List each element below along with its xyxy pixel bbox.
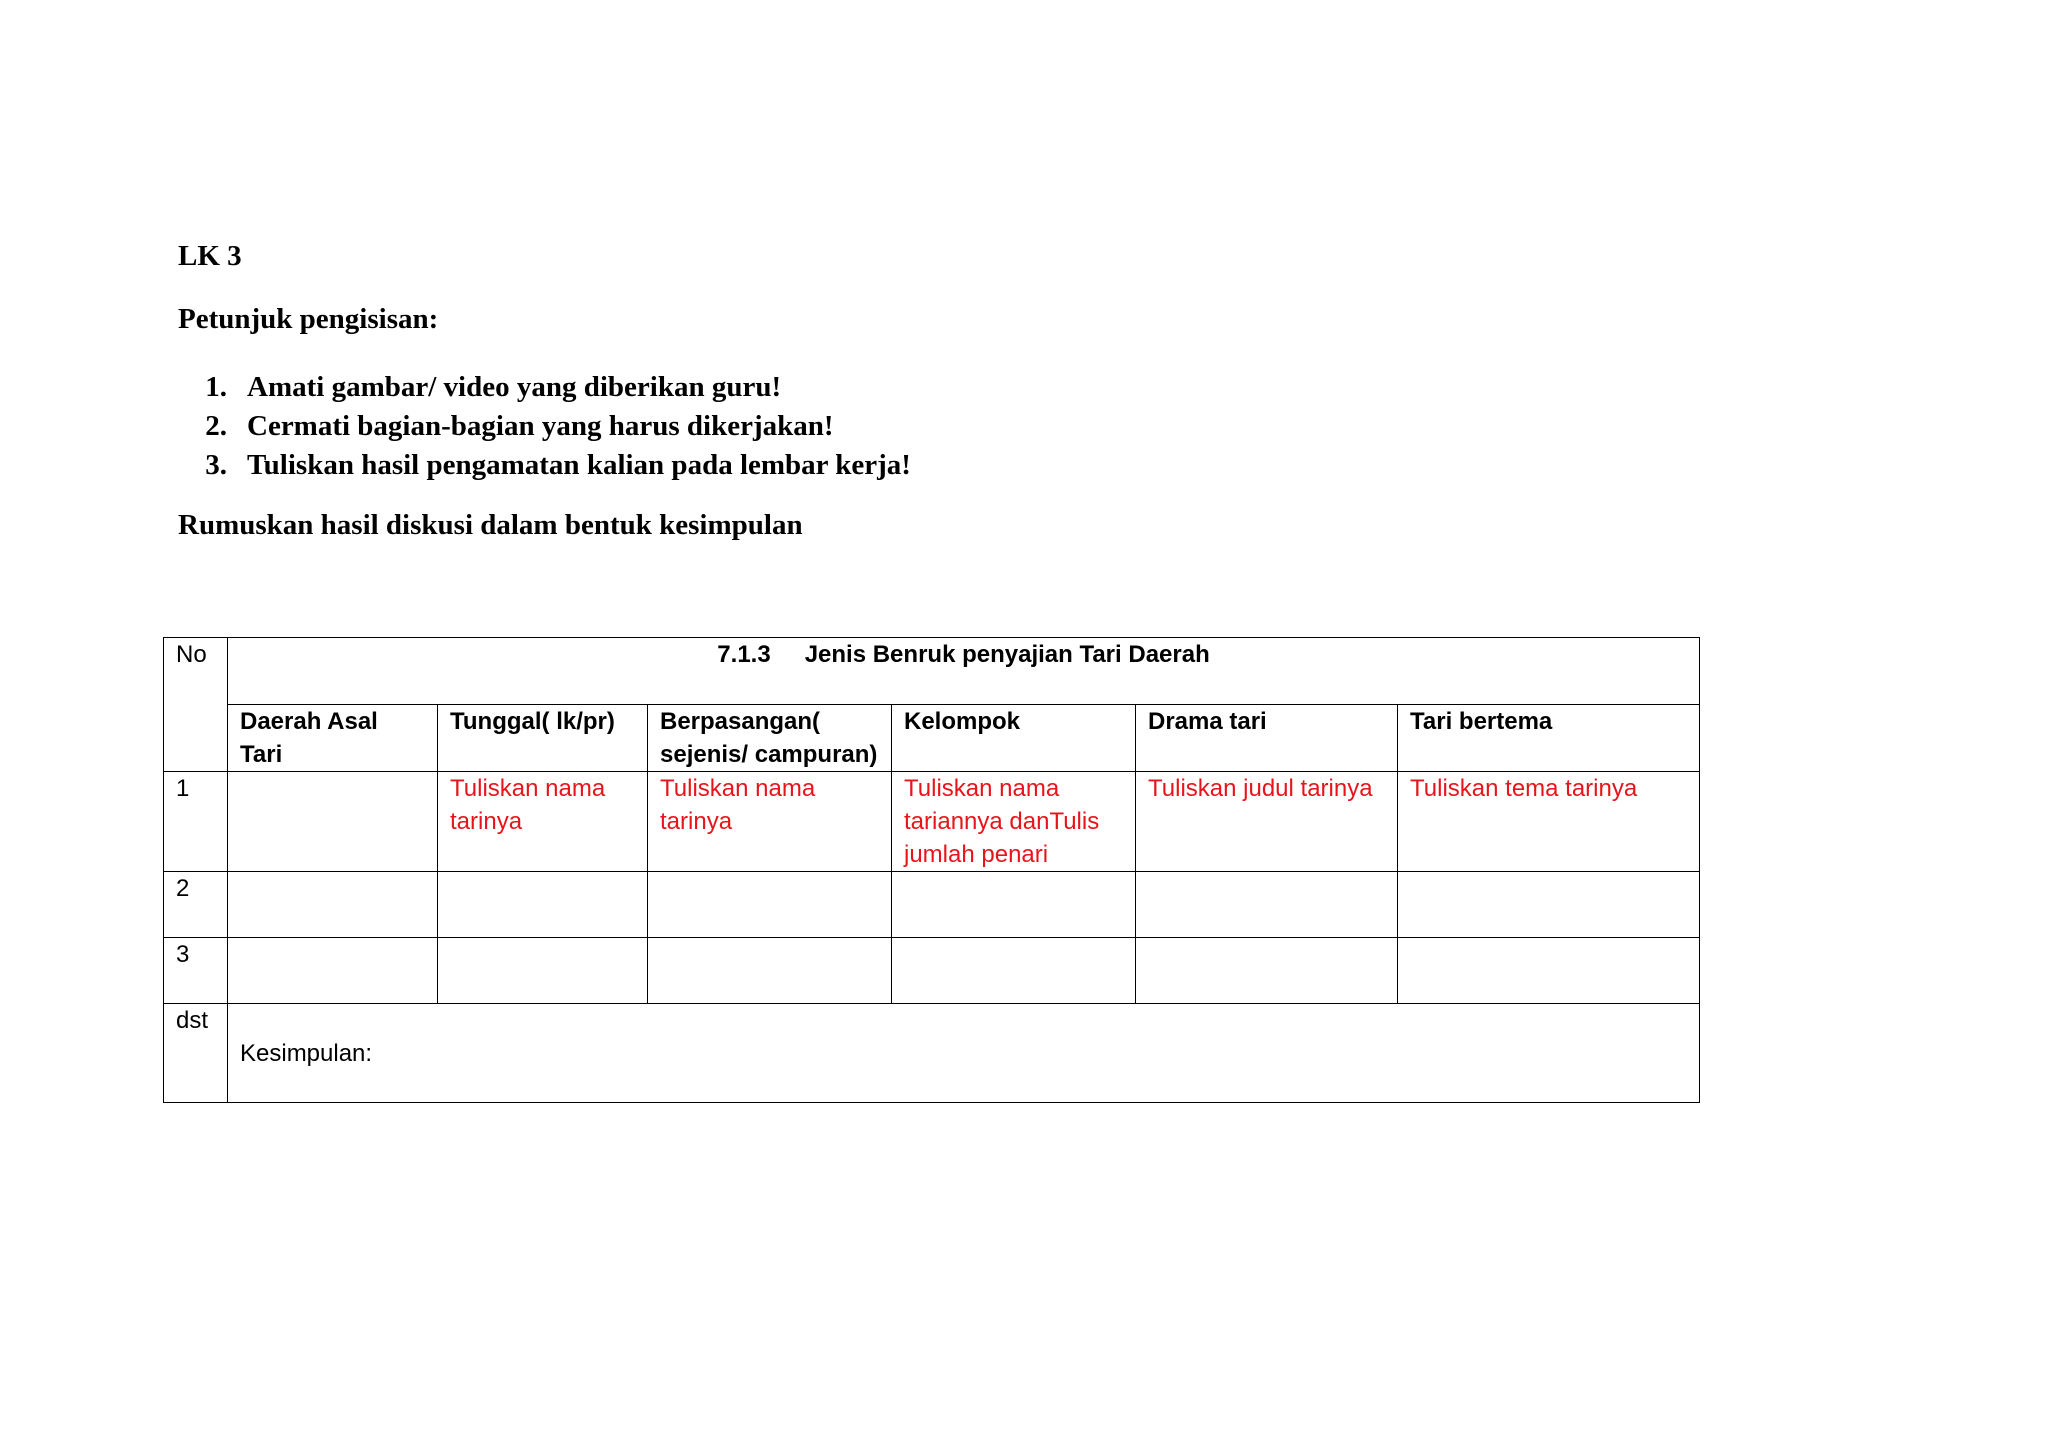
table-row	[164, 772, 1700, 872]
list-item-number: 1.	[205, 371, 227, 403]
table-cell[interactable]	[892, 872, 1136, 938]
table-cell[interactable]: Tuliskan nama tarinya	[438, 772, 648, 872]
table-cell[interactable]	[228, 872, 438, 938]
column-header: Daerah Asal Tari	[228, 705, 438, 772]
table-row	[164, 872, 1700, 938]
table-cell[interactable]	[648, 872, 892, 938]
row-number: dst	[164, 1004, 228, 1103]
worksheet-table	[163, 637, 1700, 1103]
row-number: 2	[164, 872, 228, 938]
section-number: 7.1.3	[717, 641, 771, 668]
list-item	[178, 446, 911, 485]
row-number: 1	[164, 772, 228, 872]
row-number: 3	[164, 938, 228, 1004]
column-header: Tunggal( lk/pr)	[438, 705, 648, 772]
conclusion-label: Kesimpulan:	[240, 1040, 373, 1067]
column-header: Drama tari	[1136, 705, 1398, 772]
table-cell[interactable]	[648, 938, 892, 1004]
conclusion-row	[164, 1004, 1700, 1103]
column-header: Kelompok	[892, 705, 1136, 772]
table-cell[interactable]: Tuliskan nama tarinya	[648, 772, 892, 872]
list-item-number: 2.	[205, 410, 227, 442]
section-title: Jenis Benruk penyajian Tari Daerah	[804, 641, 1210, 668]
table-cell[interactable]	[1136, 872, 1398, 938]
column-header: Tari bertema	[1398, 705, 1700, 772]
table-cell[interactable]	[228, 772, 438, 872]
no-header: No	[176, 641, 207, 668]
no-header-cell	[164, 638, 228, 772]
column-header: Berpasangan( sejenis/ campuran)	[648, 705, 892, 772]
list-item	[178, 368, 911, 407]
table-row	[164, 938, 1700, 1004]
list-item-number: 3.	[205, 449, 227, 481]
table-cell[interactable]: Tuliskan tema tarinya	[1398, 772, 1700, 872]
list-item-text: Tuliskan hasil pengamatan kalian pada lembar kerja!	[247, 449, 911, 481]
column-header-row	[164, 705, 1700, 772]
table-cell[interactable]: Tuliskan nama tariannya danTulis jumlah penari	[892, 772, 1136, 872]
worksheet-title: LK 3	[178, 240, 242, 272]
instructions-title: Petunjuk pengisisan:	[178, 303, 439, 335]
list-item-text: Amati gambar/ video yang diberikan guru!	[247, 371, 782, 403]
conclusion-prompt: Rumuskan hasil diskusi dalam bentuk kesimpulan	[178, 509, 803, 541]
list-item-text: Cermati bagian-bagian yang harus dikerjakan!	[247, 410, 834, 442]
table-header-row	[164, 638, 1700, 705]
table-cell[interactable]	[1398, 938, 1700, 1004]
list-item	[178, 407, 911, 446]
table-cell[interactable]	[1136, 938, 1398, 1004]
table-cell[interactable]	[438, 872, 648, 938]
instructions-list	[178, 368, 911, 485]
conclusion-cell[interactable]	[228, 1004, 1700, 1103]
table-cell[interactable]: Tuliskan judul tarinya	[1136, 772, 1398, 872]
section-header-cell	[228, 638, 1700, 705]
table-cell[interactable]	[892, 938, 1136, 1004]
table-cell[interactable]	[228, 938, 438, 1004]
table-cell[interactable]	[438, 938, 648, 1004]
table-cell[interactable]	[1398, 872, 1700, 938]
